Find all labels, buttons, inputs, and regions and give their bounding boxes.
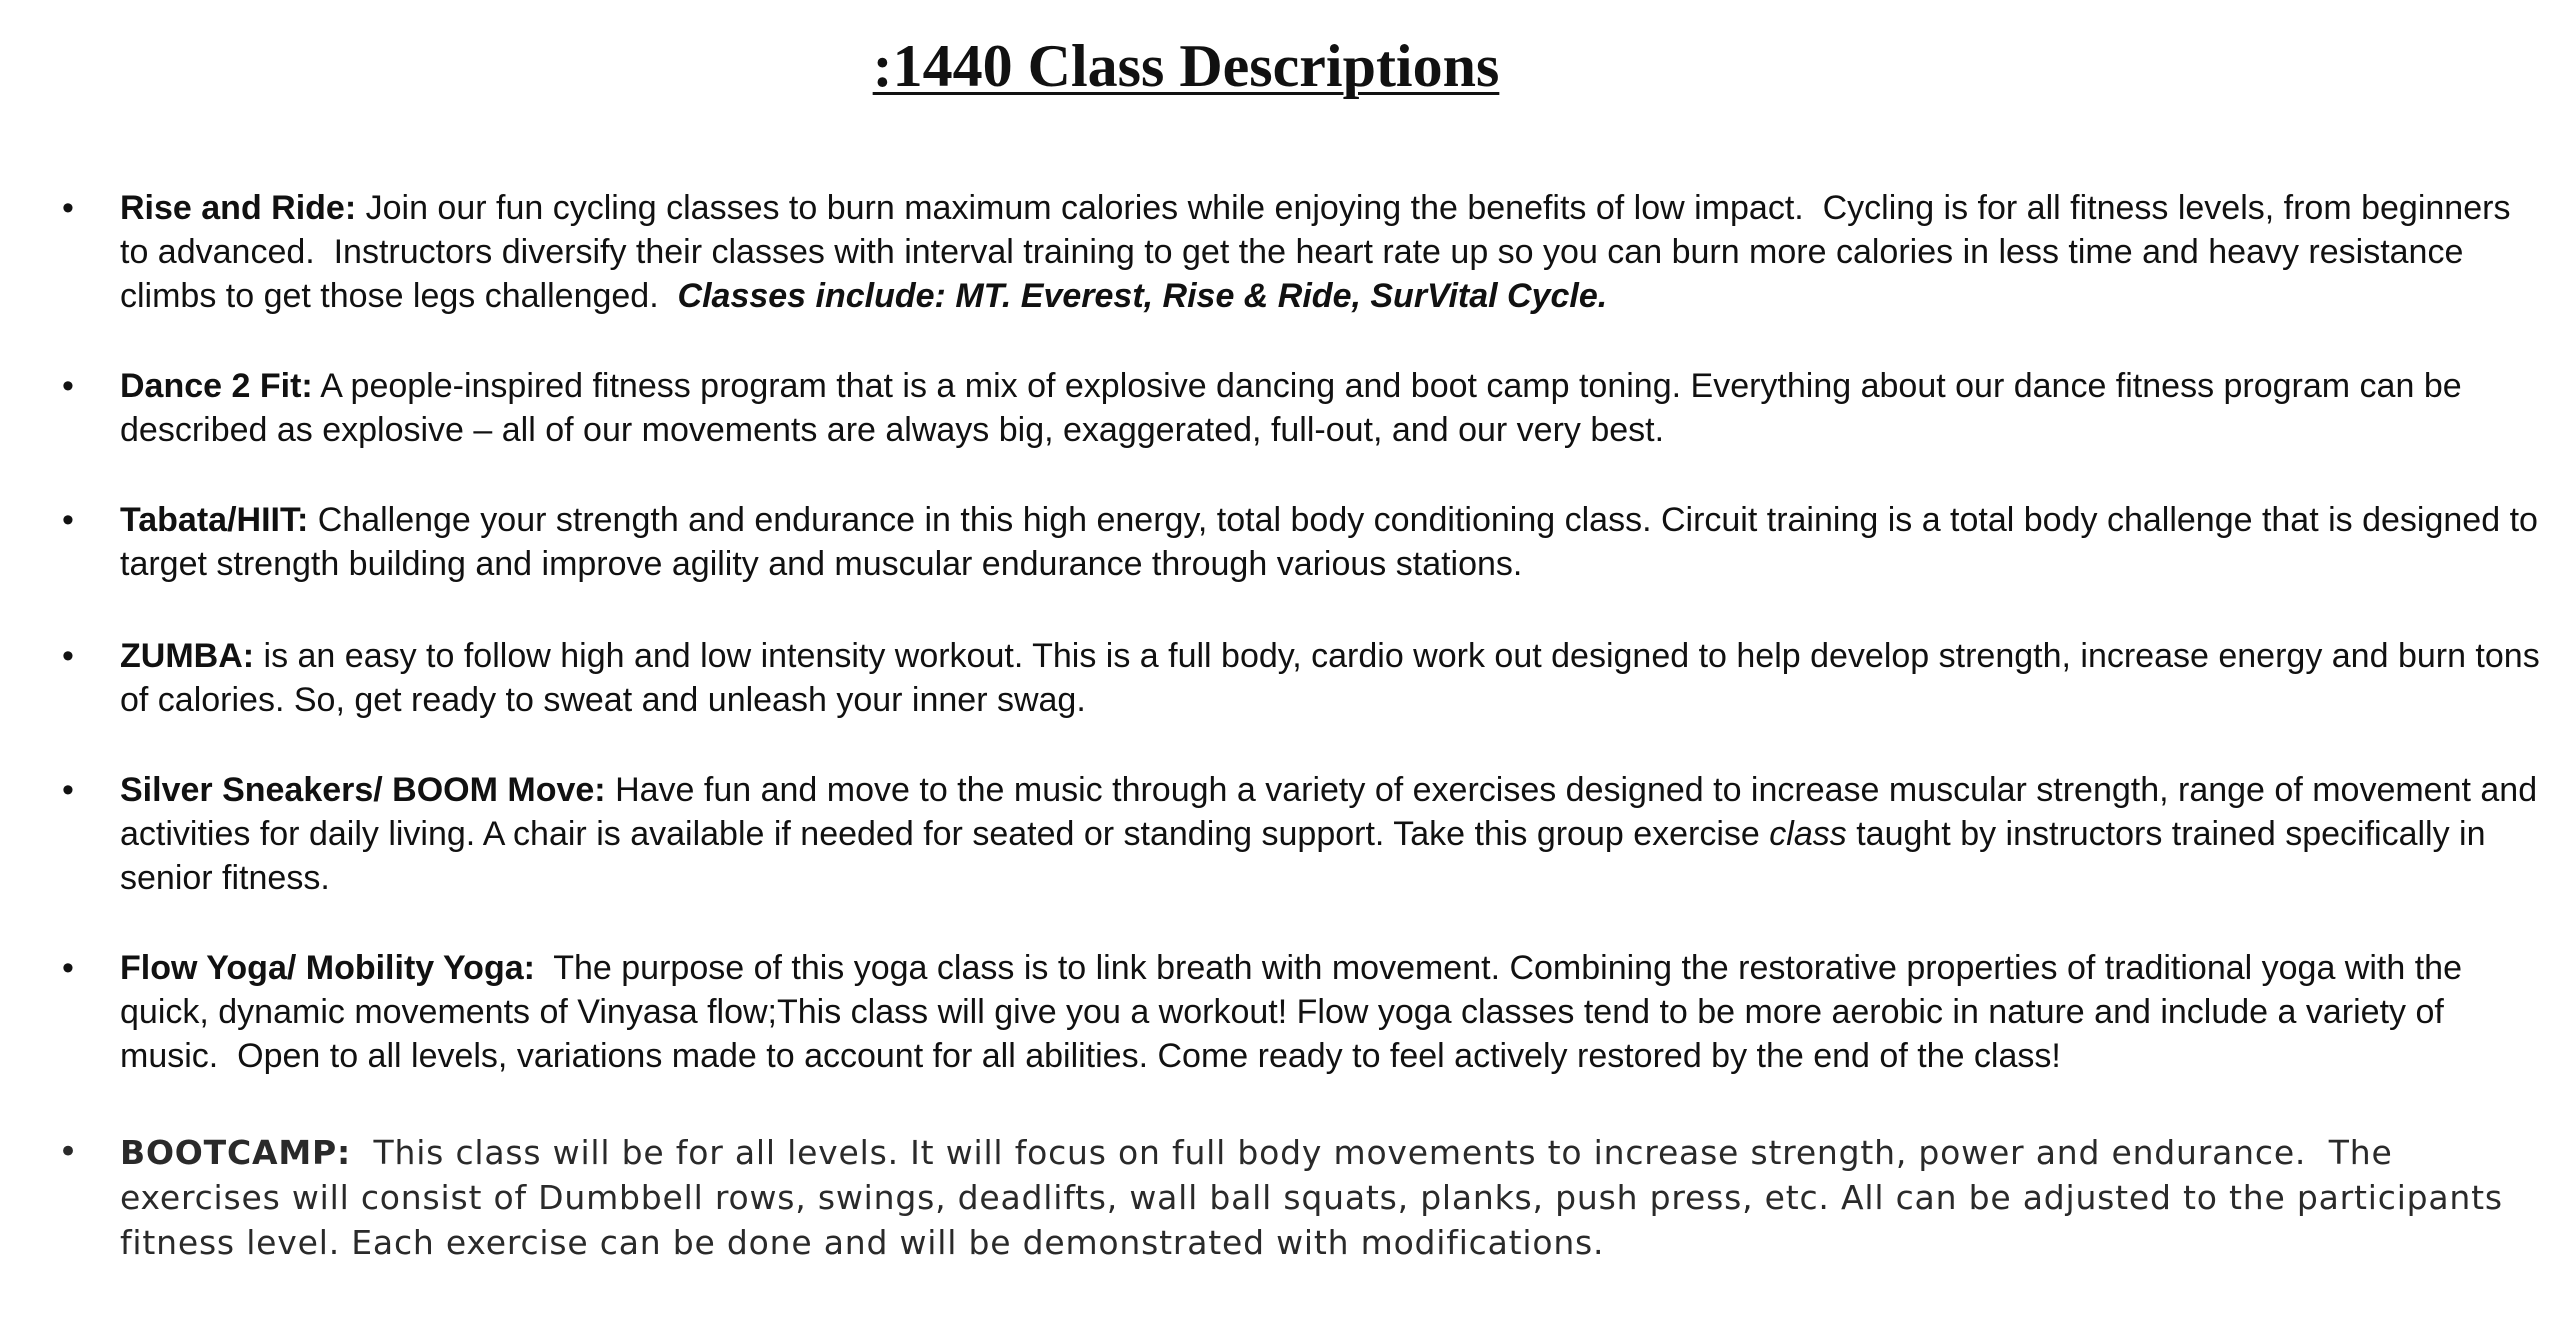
bullet-icon: • — [62, 637, 74, 675]
class-description: is an easy to follow high and low intensity workout. This is a full body, cardio work out designed to help develop strength, increase energy and burn tons of calories. So, get ready to sweat and unleash your inner swag. — [120, 637, 2540, 719]
class-description-end: taught by instructors trained specifically in senior fitness. — [120, 815, 2486, 897]
class-description: Join our fun cycling classes to burn maximum calories while enjoying the benefits of low impact. Cycling is for all fitness levels, from beginners to advanced. Instructors diversify their classes with interval training to get the heart rate up so you can burn more calories in less time and heavy resistance climbs to get those legs challenged. — [120, 189, 2520, 315]
bullet-icon: • — [58, 1132, 79, 1172]
page-title — [0, 30, 2372, 102]
bullet-icon: • — [62, 501, 74, 539]
bullet-icon: • — [62, 771, 74, 809]
class-description: Have fun and move to the music through a variety of exercises designed to increase muscular strength, range of movement and activities for daily living. A chair is available if needed for seated or standing support. Take this group exercise — [120, 771, 2538, 853]
class-item-bootcamp — [58, 1130, 2545, 1265]
bullet-icon: • — [62, 367, 74, 405]
class-description: The purpose of this yoga class is to link breath with movement. Combining the restorative properties of traditional yoga with the quick, dynamic movements of Vinyasa flow;This class will give you a workout! Flow yoga classes tend to be more aerobic in nature and include a variety of music. Open to all levels, variations made to account for all abilities. Come ready to feel actively restored by the end of the class! — [120, 949, 2472, 1075]
class-description: Challenge your strength and endurance in this high energy, total body conditioning class. Circuit training is a total body challenge that is designed to target strength building and improve agility and muscular endurance through various stations. — [120, 501, 2538, 583]
class-item-tabata-hiit — [62, 498, 2545, 586]
class-item-flow-yoga — [62, 946, 2545, 1078]
class-name: Flow Yoga/ Mobility Yoga: — [120, 949, 535, 987]
class-description-italic: class — [1769, 815, 1847, 853]
class-name: Rise and Ride: — [120, 189, 357, 227]
class-name: Tabata/HIIT: — [120, 501, 309, 539]
class-name: ZUMBA: — [120, 637, 255, 675]
class-description: This class will be for all levels. It will focus on full body movements to increase strength, power and endurance. The exercises will consist of Dumbbell rows, swings, deadlifts, wall ball squats, planks, push press, etc. All can be adjusted to the participants fitness level. Each exercise can be done and will be demonstrated with modifications. — [120, 1133, 2515, 1262]
class-name: BOOTCAMP: — [120, 1133, 351, 1172]
bullet-icon: • — [62, 189, 74, 227]
page-title-text: :1440 Class Descriptions — [872, 33, 1500, 99]
class-item-rise-and-ride — [62, 186, 2545, 318]
class-item-zumba — [62, 634, 2545, 722]
class-item-dance-2-fit — [62, 364, 2545, 452]
class-item-silver-sneakers — [62, 768, 2545, 900]
bullet-icon: • — [62, 949, 74, 987]
class-name: Dance 2 Fit: — [120, 367, 313, 405]
class-includes: Classes include: MT. Everest, Rise & Ride, SurVital Cycle. — [677, 277, 1608, 315]
class-name: Silver Sneakers/ BOOM Move: — [120, 771, 606, 809]
class-description: A people-inspired fitness program that is a mix of explosive dancing and boot camp toning. Everything about our dance fitness program can be described as explosive – all of our movements are always big, exaggerated, full-out, and our very best. — [120, 367, 2462, 449]
